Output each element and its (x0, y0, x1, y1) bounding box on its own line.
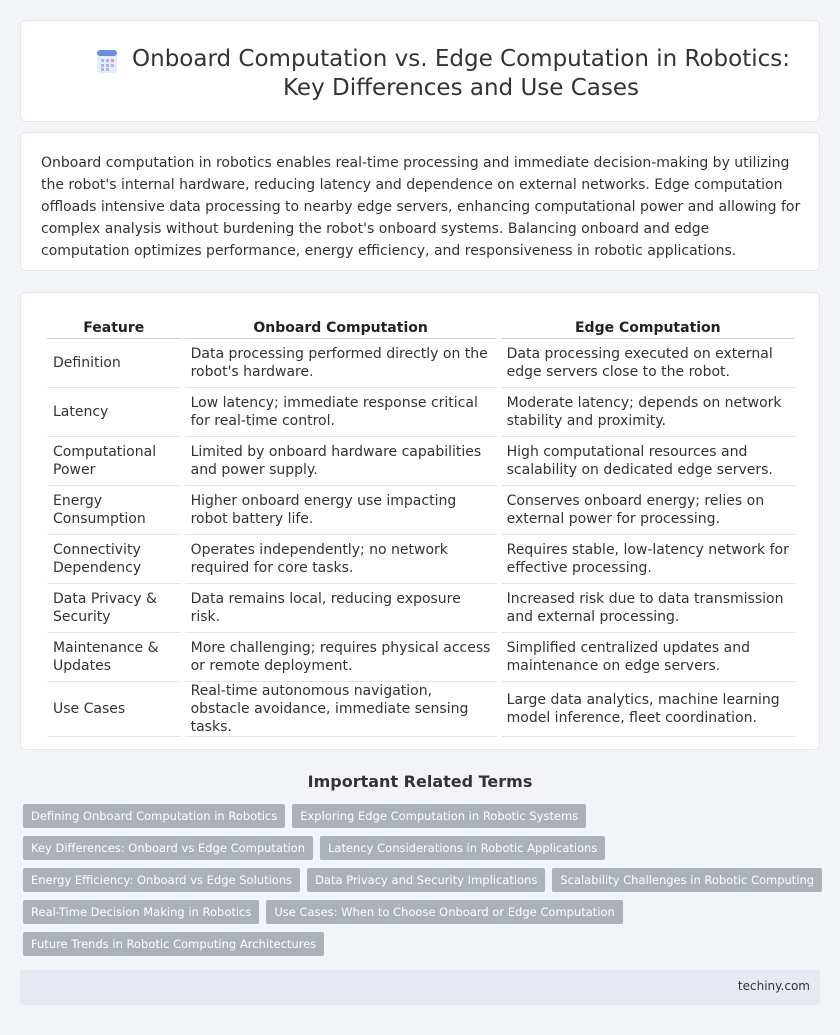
table-header-row (47, 315, 795, 339)
edge-cell: Data processing executed on external edge servers close to the robot. (501, 339, 795, 388)
table-row (47, 437, 795, 486)
related-terms (23, 804, 815, 964)
tag-row (23, 900, 783, 932)
related-term-tag[interactable]: Key Differences: Onboard vs Edge Computation (23, 836, 313, 860)
related-term-tag[interactable]: Energy Efficiency: Onboard vs Edge Solutions (23, 868, 300, 892)
edge-cell: Requires stable, low-latency network for effective processing. (501, 535, 795, 584)
header-feature: Feature (47, 315, 181, 339)
table-row (47, 584, 795, 633)
edge-cell: Simplified centralized updates and maintenance on edge servers. (501, 633, 795, 682)
table-row (47, 388, 795, 437)
onboard-cell: Operates independently; no network required for core tasks. (185, 535, 497, 584)
related-term-tag[interactable]: Use Cases: When to Choose Onboard or Edge Computation (266, 900, 622, 924)
header-onboard: Onboard Computation (185, 315, 497, 339)
feature-cell: Energy Consumption (47, 486, 181, 535)
onboard-cell: More challenging; requires physical access or remote deployment. (185, 633, 497, 682)
related-term-tag[interactable]: Exploring Edge Computation in Robotic Systems (292, 804, 586, 828)
edge-cell: Increased risk due to data transmission and external processing. (501, 584, 795, 633)
tag-row (23, 836, 783, 868)
header-edge: Edge Computation (501, 315, 795, 339)
document-icon (94, 47, 120, 75)
feature-cell: Maintenance & Updates (47, 633, 181, 682)
edge-cell: Large data analytics, machine learning model inference, fleet coordination. (501, 682, 795, 737)
feature-cell: Use Cases (47, 682, 181, 737)
onboard-cell: Limited by onboard hardware capabilities and power supply. (185, 437, 497, 486)
related-term-tag[interactable]: Latency Considerations in Robotic Applications (320, 836, 605, 860)
related-term-tag[interactable]: Data Privacy and Security Implications (307, 868, 545, 892)
footer-brand: techiny.com (737, 979, 810, 993)
feature-cell: Data Privacy & Security (47, 584, 181, 633)
onboard-cell: Data processing performed directly on the robot's hardware. (185, 339, 497, 388)
table-row (47, 633, 795, 682)
related-terms-title: Important Related Terms (307, 772, 533, 791)
tag-row (23, 804, 783, 836)
feature-cell: Definition (47, 339, 181, 388)
table-row (47, 682, 795, 737)
onboard-cell: Higher onboard energy use impacting robot battery life. (185, 486, 497, 535)
edge-cell: High computational resources and scalability on dedicated edge servers. (501, 437, 795, 486)
related-term-tag[interactable]: Scalability Challenges in Robotic Computing (552, 868, 822, 892)
related-term-tag[interactable]: Defining Onboard Computation in Robotics (23, 804, 285, 828)
related-term-tag[interactable]: Future Trends in Robotic Computing Architectures (23, 932, 324, 956)
edge-cell: Moderate latency; depends on network stability and proximity. (501, 388, 795, 437)
intro-paragraph: Onboard computation in robotics enables real-time processing and immediate decision-making by utilizing the robot's internal hardware, reducing latency and dependence on external networks. Edge computation offloads intensive data processing to nearby edge servers, enhancing computational power and allowing for complex analysis without burdening the robot's onboard systems. Balancing onboard and edge computation optimizes performance, energy efficiency, and responsiveness in robotic applications. (41, 155, 801, 259)
comparison-card (20, 292, 820, 750)
tag-row (23, 932, 783, 964)
related-term-tag[interactable]: Real-Time Decision Making in Robotics (23, 900, 259, 924)
feature-cell: Computational Power (47, 437, 181, 486)
tag-row (23, 868, 815, 900)
feature-cell: Connectivity Dependency (47, 535, 181, 584)
title-card (20, 20, 820, 122)
comparison-table (43, 315, 799, 737)
intro-card (20, 132, 820, 271)
footer (20, 970, 820, 1005)
onboard-cell: Data remains local, reducing exposure risk. (185, 584, 497, 633)
feature-cell: Latency (47, 388, 181, 437)
onboard-cell: Low latency; immediate response critical for real-time control. (185, 388, 497, 437)
table-row (47, 535, 795, 584)
onboard-cell: Real-time autonomous navigation, obstacle avoidance, immediate sensing tasks. (185, 682, 497, 737)
table-row (47, 339, 795, 388)
edge-cell: Conserves onboard energy; relies on external power for processing. (501, 486, 795, 535)
page-title: Onboard Computation vs. Edge Computation in Robotics: Key Differences and Use Cases (132, 46, 790, 101)
table-row (47, 486, 795, 535)
